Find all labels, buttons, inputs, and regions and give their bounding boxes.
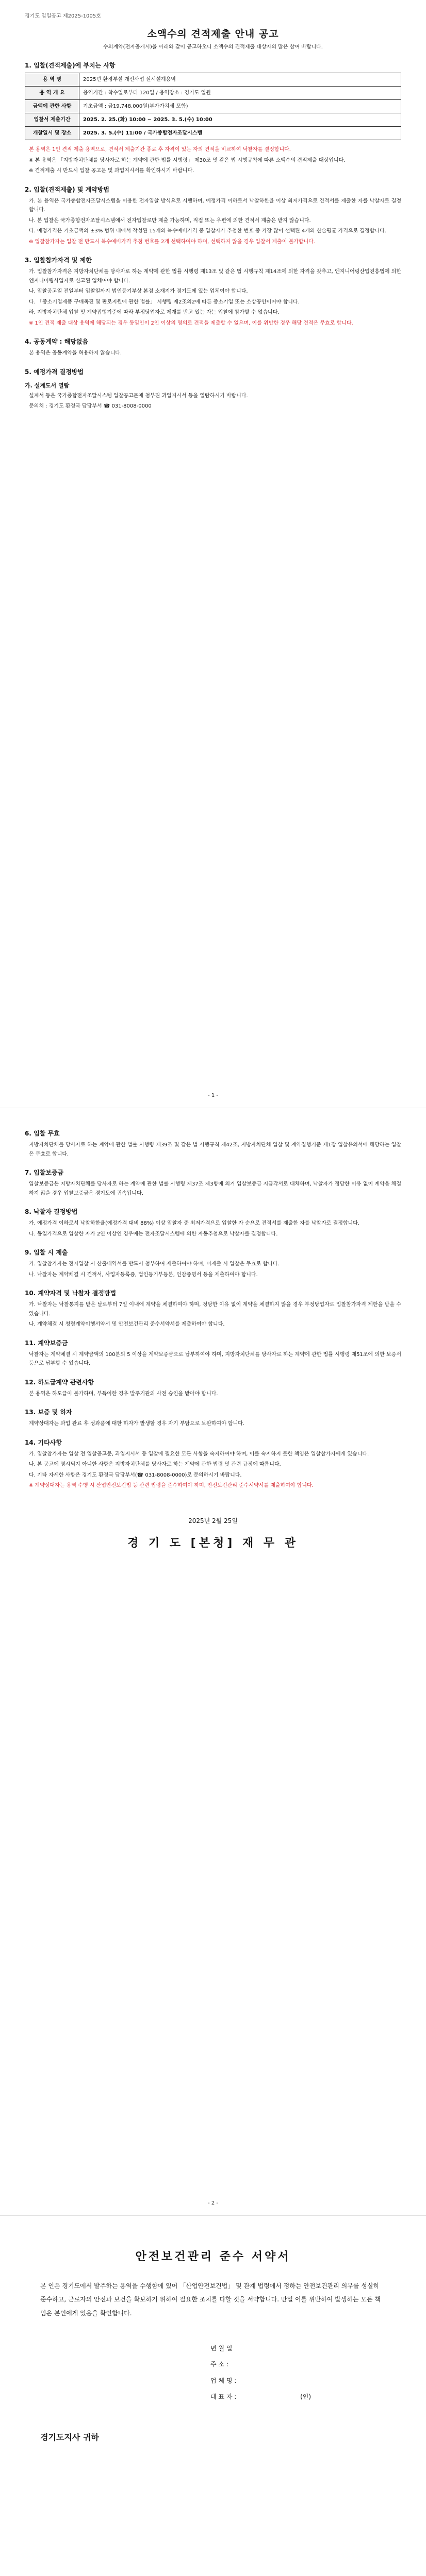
- red-notice: 본 용역은 1인 견적 제출 용역으로, 견적서 제출기간 종료 후 자격이 있는 자의 견적을 비교하여 낙찰자를 결정합니다.: [29, 147, 291, 152]
- notice-intro: 수의계약(전자공개시)을 아래와 같이 공고하오니 소액수의 견적제출 대상자의 많은 참여 바랍니다.: [103, 44, 323, 50]
- paragraph: 낙찰자는 계약체결 시 계약금액의 100분의 5 이상을 계약보증금으로 납부하여야 하며, 지방자치단체를 당사자로 하는 계약에 관한 법률 시행령 제51조에 의한 보증서 등으로 납부할 수 있습니다.: [29, 1351, 401, 1366]
- red-notice: ※ 1인 견적 제출 대상 용역에 해당되는 경우 동일인이 2인 이상의 명의로 견적을 제출할 수 없으며, 이를 위반한 경우 해당 견적은 무효로 합니다.: [29, 320, 353, 326]
- section-8-heading: 8. 낙찰자 결정방법: [25, 1208, 78, 1215]
- paragraph: 가. 낙찰자는 낙찰통지를 받은 날로부터 7일 이내에 계약을 체결하여야 하며, 정당한 이유 없이 계약을 체결하지 않을 경우 부정당업자로 입찰참가자격 제한을 받을 수 있습니다.: [29, 1302, 401, 1317]
- section-5-heading: 5. 예정가격 결정방법: [25, 368, 84, 376]
- row-label: 금액에 관한 사항: [25, 100, 79, 113]
- paragraph: 나. 계약체결 시 청렴계약이행서약서 및 안전보건관리 준수서약서를 제출하여야 합니다.: [29, 1321, 225, 1327]
- paragraph: 나. 본 입찰은 국가종합전자조달시스템에서 전자입찰로만 제출 가능하며, 직접 또는 우편에 의한 견적서 제출은 받지 않습니다.: [29, 217, 311, 224]
- paragraph: 입찰보증금은 지방자치단체를 당사자로 하는 계약에 관한 법률 시행령 제37조 제3항에 의거 입찰보증금 지급각서로 대체하며, 낙찰자가 정당한 이유 없이 계약을 체결하지 않을 경우 입찰보증금은 경기도에 귀속됩니다.: [29, 1181, 401, 1196]
- pledge-body: 본 인은 경기도에서 발주하는 용역을 수행함에 있어 「산업안전보건법」 및 관계 법령에서 정하는 안전보건관리 의무를 성실히 준수하고, 근로자의 안전과 보건을 확보하기 위하여 필요한 조치를 다할 것을 서약합니다. 만일 이를 위반하여 발생하는 모든 책임은 본인에게 있음을 확인합니다.: [40, 2282, 381, 2317]
- paragraph: 문의처 : 경기도 환경국 담당부서 ☎ 031-8008-0000: [29, 403, 152, 409]
- section-4-heading: 4. 공동계약 : 해당없음: [25, 338, 88, 345]
- issuer-name: 경 기 도 [본청] 재 무 관: [127, 1536, 299, 1550]
- paragraph: 가. 예정가격 이하로서 낙찰하한율(예정가격 대비 88%) 이상 입찰자 중 최저가격으로 입찰한 자 순으로 견적서를 제출한 자를 낙찰자로 결정합니다.: [29, 1221, 360, 1226]
- red-notice: ※ 계약상대자는 용역 수행 시 산업안전보건법 등 관련 법령을 준수하여야 하며, 안전보건관리 준수서약서를 제출하여야 합니다.: [29, 1483, 314, 1488]
- row-value: 용역기간 : 착수일로부터 120일 / 용역장소 : 경기도 일원: [79, 87, 401, 100]
- table-row: [25, 113, 401, 127]
- section-11-heading: 11. 계약보증금: [25, 1339, 68, 1347]
- section-12-heading: 12. 하도급계약 관련사항: [25, 1378, 94, 1386]
- page-number: - 2 -: [208, 2200, 218, 2206]
- paragraph: 나. 본 공고에 명시되지 아니한 사항은 지방자치단체를 당사자로 하는 계약에 관한 법령 및 관련 규정에 따릅니다.: [29, 1462, 281, 1467]
- row-label: 용 역 개 요: [25, 87, 79, 100]
- paragraph: 나. 낙찰자는 계약체결 시 견적서, 사업자등록증, 법인등기부등본, 인감증명서 등을 제출하여야 합니다.: [29, 1272, 258, 1278]
- paragraph: 나. 동일가격으로 입찰한 자가 2인 이상인 경우에는 전자조달시스템에 의한 자동추첨으로 낙찰자를 결정합니다.: [29, 1231, 278, 1237]
- paragraph: 가. 입찰참가자는 입찰 전 입찰공고문, 과업지시서 등 입찰에 필요한 모든 사항을 숙지하여야 하며, 이를 숙지하지 못한 책임은 입찰참가자에게 있습니다.: [29, 1451, 369, 1457]
- row-label: 개찰일시 및 장소: [25, 127, 79, 140]
- addressee: 경기도지사 귀하: [40, 2432, 99, 2442]
- notice-number: 경기도 일일공고 제2025-1005호: [25, 13, 101, 19]
- section-2-heading: 2. 입찰(견적제출) 및 계약방법: [25, 185, 109, 193]
- bid-info-table: [25, 73, 401, 140]
- signature-block: [210, 2341, 386, 2405]
- pledge-title: 안전보건관리 준수 서약서: [135, 2250, 291, 2263]
- paragraph: 설계서 등은 국가종합전자조달시스템 입찰공고문에 첨부된 과업지시서 등을 열람하시기 바랍니다.: [29, 393, 248, 399]
- row-value: 2025년 환경부설 개선사업 실시설계용역: [79, 73, 401, 87]
- row-label: 입찰서 제출기간: [25, 113, 79, 127]
- row-label: 용 역 명: [25, 73, 79, 87]
- signature-date: 년 월 일: [210, 2345, 233, 2352]
- page-2: [0, 1108, 426, 2215]
- paragraph: 다. 기타 자세한 사항은 경기도 환경국 담당부서(☎ 031-8008-0000)로 문의하시기 바랍니다.: [29, 1472, 242, 1478]
- address-field: 주 소 :: [210, 2361, 228, 2368]
- table-row: [25, 127, 401, 140]
- paragraph: 가. 입찰참가자격은 지방자치단체를 당사자로 하는 계약에 관한 법률 시행령 제13조 및 같은 법 시행규칙 제14조에 의한 자격을 갖추고, 엔지니어링산업진흥법에 의한 엔지니어링사업자로 신고된 업체여야 합니다.: [29, 269, 401, 284]
- page-1: [0, 0, 426, 1108]
- representative-field: [210, 2389, 386, 2405]
- paragraph: 라. 지방자치단체 입찰 및 계약집행기준에 따라 부정당업자로 제재를 받고 있는 자는 입찰에 참가할 수 없습니다.: [29, 310, 280, 315]
- section-10-heading: 10. 계약자격 및 낙찰자 결정방법: [25, 1290, 117, 1297]
- section-13-heading: 13. 보증 및 하자: [25, 1409, 72, 1416]
- note-text: ※ 본 용역은 「지방자치단체를 당사자로 하는 계약에 관한 법률 시행령」 제30조 및 같은 법 시행규칙에 따른 소액수의 견적제출 대상입니다.: [29, 157, 346, 163]
- note-text: ※ 견적제출 시 반드시 입찰 공고문 및 과업지시서를 확인하시기 바랍니다.: [29, 168, 194, 174]
- table-row: [25, 100, 401, 113]
- paragraph: 본 용역은 공동계약을 허용하지 않습니다.: [29, 350, 122, 356]
- section-14-heading: 14. 기타사항: [25, 1438, 62, 1446]
- page-3: [0, 2215, 426, 2576]
- notice-title: 소액수의 견적제출 안내 공고: [147, 28, 279, 40]
- row-value: 2025. 2. 25.(화) 10:00 ~ 2025. 3. 5.(수) 10:00: [79, 113, 401, 127]
- paragraph: 가. 본 용역은 국가종합전자조달시스템을 이용한 전자입찰 방식으로 시행하며, 예정가격 이하로서 낙찰하한율 이상 최저가격으로 견적서를 제출한 자를 낙찰자로 결정합니다.: [29, 198, 401, 213]
- section-6-heading: 6. 입찰 무효: [25, 1130, 60, 1137]
- section-1-heading: 1. 입찰(견적제출)에 부치는 사항: [25, 62, 116, 69]
- paragraph: 다. 예정가격은 기초금액의 ±3% 범위 내에서 작성된 15개의 복수예비가격 중 입찰자가 추첨한 번호 중 가장 많이 선택된 4개의 산술평균 가격으로 결정합니다.: [29, 228, 386, 234]
- row-value: 2025. 3. 5.(수) 11:00 / 국가종합전자조달시스템: [79, 127, 401, 140]
- paragraph: 지방자치단체를 당사자로 하는 계약에 관한 법률 시행령 제39조 및 같은 법 시행규칙 제42조, 지방자치단체 입찰 및 계약집행기준 제1장 입찰유의서에 해당하는 입찰은 무효로 합니다.: [29, 1142, 401, 1157]
- paragraph: 계약상대자는 과업 완료 후 성과품에 대한 하자가 발생할 경우 자기 부담으로 보완하여야 합니다.: [29, 1421, 245, 1427]
- row-value: 기초금액 : 금19,748,000원(부가가치세 포함): [79, 100, 401, 113]
- paragraph: 나. 입찰공고일 전일부터 입찰일까지 법인등기부상 본점 소재지가 경기도에 있는 업체여야 합니다.: [29, 289, 248, 294]
- paragraph: 본 용역은 하도급이 불가하며, 부득이한 경우 발주기관의 사전 승인을 받아야 합니다.: [29, 1391, 218, 1397]
- table-row: [25, 73, 401, 87]
- section-7-heading: 7. 입찰보증금: [25, 1169, 64, 1176]
- issue-date: 2025년 2월 25일: [188, 1517, 238, 1524]
- paragraph: 가. 입찰참가자는 전자입찰 시 산출내역서를 반드시 첨부하여 제출하여야 하며, 미제출 시 입찰은 무효로 합니다.: [29, 1261, 280, 1267]
- representative-label: 대 표 자 :: [210, 2393, 237, 2400]
- table-row: [25, 87, 401, 100]
- seal-mark: (인): [300, 2393, 312, 2400]
- company-field: 업 체 명 :: [210, 2377, 237, 2384]
- section-3-heading: 3. 입찰참가자격 및 제한: [25, 257, 92, 264]
- section-9-heading: 9. 입찰 시 제출: [25, 1249, 68, 1256]
- subheading: 가. 설계도서 열람: [25, 382, 70, 389]
- paragraph: 다. 「중소기업제품 구매촉진 및 판로지원에 관한 법률」 시행령 제2조의2에 따른 중소기업 또는 소상공인이어야 합니다.: [29, 299, 300, 305]
- page-number: - 1 -: [208, 1093, 218, 1098]
- red-notice: ※ 입찰참가자는 입찰 전 반드시 복수예비가격 추첨 번호를 2개 선택하여야 하며, 선택하지 않을 경우 입찰서 제출이 불가합니다.: [29, 239, 315, 245]
